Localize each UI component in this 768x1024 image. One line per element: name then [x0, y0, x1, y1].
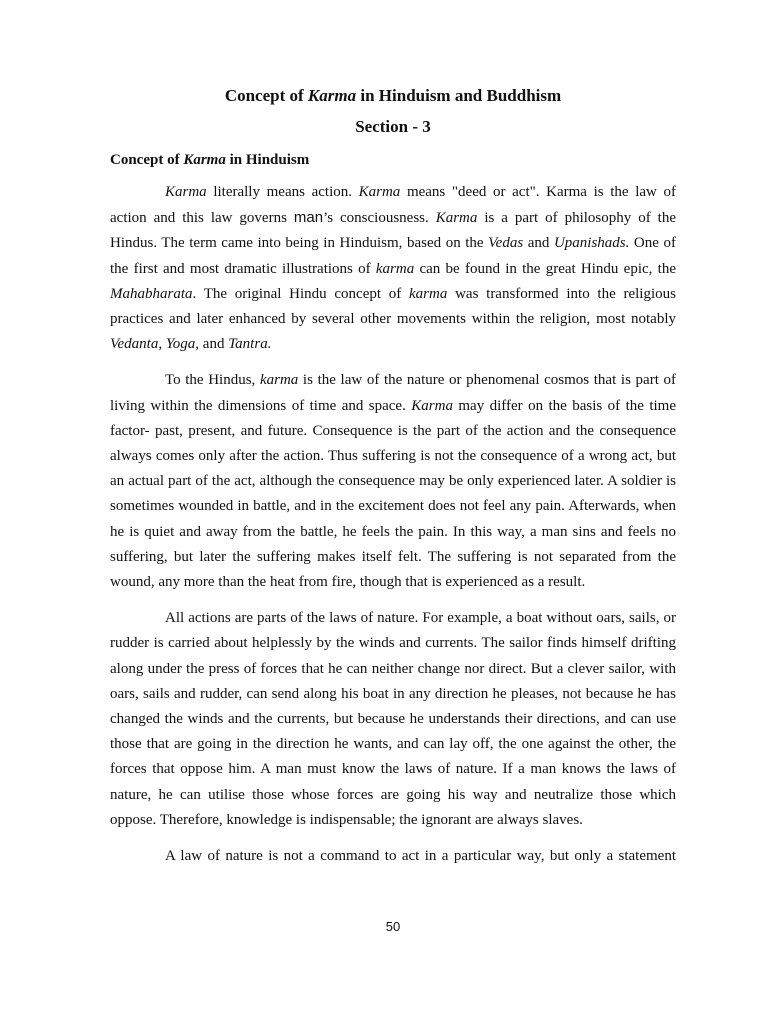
italic-term: Upanishads. — [553, 235, 630, 252]
title-italic: Karma — [307, 86, 357, 105]
text-run: can be found in the great Hindu epic, the — [414, 260, 676, 277]
text-run: is a part of philosophy of the Hindus. The term came into being in Hinduism, based on the — [110, 210, 676, 252]
text-run: . The original Hindu concept of — [192, 285, 410, 302]
text-run: may differ on the basis of the time factor- past, present, and future. Consequence is the part of the action and the consequence always comes only after the action. Thus suffering is not the consequence of a wrong act, but an actual part of the act, although the consequence may be only experienced later. A soldier is sometimes wounded in battle, and in the excitement does not feel any pain. Afterwards, when he is quiet and away from the battle, he feels the pain. In this way, a man sins and feels no suffering, but later the suffering makes itself felt. The suffering is not separated from the wound, any more than the heat from fire, though that is experienced as a result. — [110, 397, 677, 591]
text-run: is the law of the nature or phenomenal cosmos that is part of living within the dimensions of time and space. — [110, 372, 676, 414]
italic-term: Vedas — [488, 235, 524, 252]
italic-term: karma — [259, 372, 299, 389]
heading-pre: Concept of — [110, 152, 184, 168]
italic-term: Karma — [411, 397, 453, 414]
page-number: 50 — [385, 919, 401, 934]
italic-term: Vedanta, Yoga, — [110, 336, 200, 353]
title-post: in Hinduism and Buddhism — [356, 86, 562, 105]
text-run: One of the first and most dramatic illustrations of — [110, 235, 676, 277]
text-run: A law of nature is not a command to act in a particular way, but only a statement — [165, 848, 676, 865]
subsection-heading — [110, 150, 309, 170]
italic-term: Karma — [435, 210, 478, 227]
text-run: and — [523, 235, 554, 252]
text-run: means "deed or act". Karma is the law of action and this law governs — [110, 184, 676, 227]
paragraph — [110, 606, 676, 833]
italic-term: karma — [409, 285, 448, 302]
text-run: To the Hindus, — [165, 372, 260, 389]
paragraph — [110, 368, 676, 595]
heading-post: in Hinduism — [225, 152, 310, 168]
body-text — [110, 180, 676, 880]
italic-term: Tantra. — [228, 336, 272, 353]
text-run: All actions are parts of the laws of nature. For example, a boat without oars, sails, or rudder is carried about helplessly by the winds and currents. The sailor finds himself drifting along under the press of forces that he can neither change nor direct. But a clever sailor, with oars, sails and rudder, can send along his boat in any direction he pleases, not because he has changed the winds and the currents, but because he understands their directions, and can use those that are going in the direction he wants, and can lay off, the one against the other, the forces that oppose him. A man must know the laws of nature. If a man knows the laws of nature, he can utilise those whose forces are going his way and neutralize those which oppose. Therefore, knowledge is indispensable; the ignorant are always slaves. — [110, 610, 676, 828]
italic-term: karma — [375, 260, 415, 277]
italic-term: Karma — [165, 184, 207, 200]
section-label: Section - 3 — [355, 117, 431, 136]
italic-term: Mahabharata — [110, 285, 193, 302]
paragraph — [110, 844, 676, 869]
paragraph — [110, 180, 676, 357]
text-run: ’s consciousness. — [323, 210, 436, 227]
title-pre: Concept of — [224, 86, 308, 105]
italic-term: Karma — [358, 184, 401, 200]
text-run: and — [199, 336, 229, 353]
text-run: was transformed into the religious practices and later enhanced by several other movements within the religion, most notably — [110, 285, 676, 328]
text-run: man — [293, 209, 324, 227]
document-title — [0, 85, 768, 107]
heading-italic: Karma — [183, 152, 226, 168]
text-run: literally means action. — [206, 184, 359, 200]
